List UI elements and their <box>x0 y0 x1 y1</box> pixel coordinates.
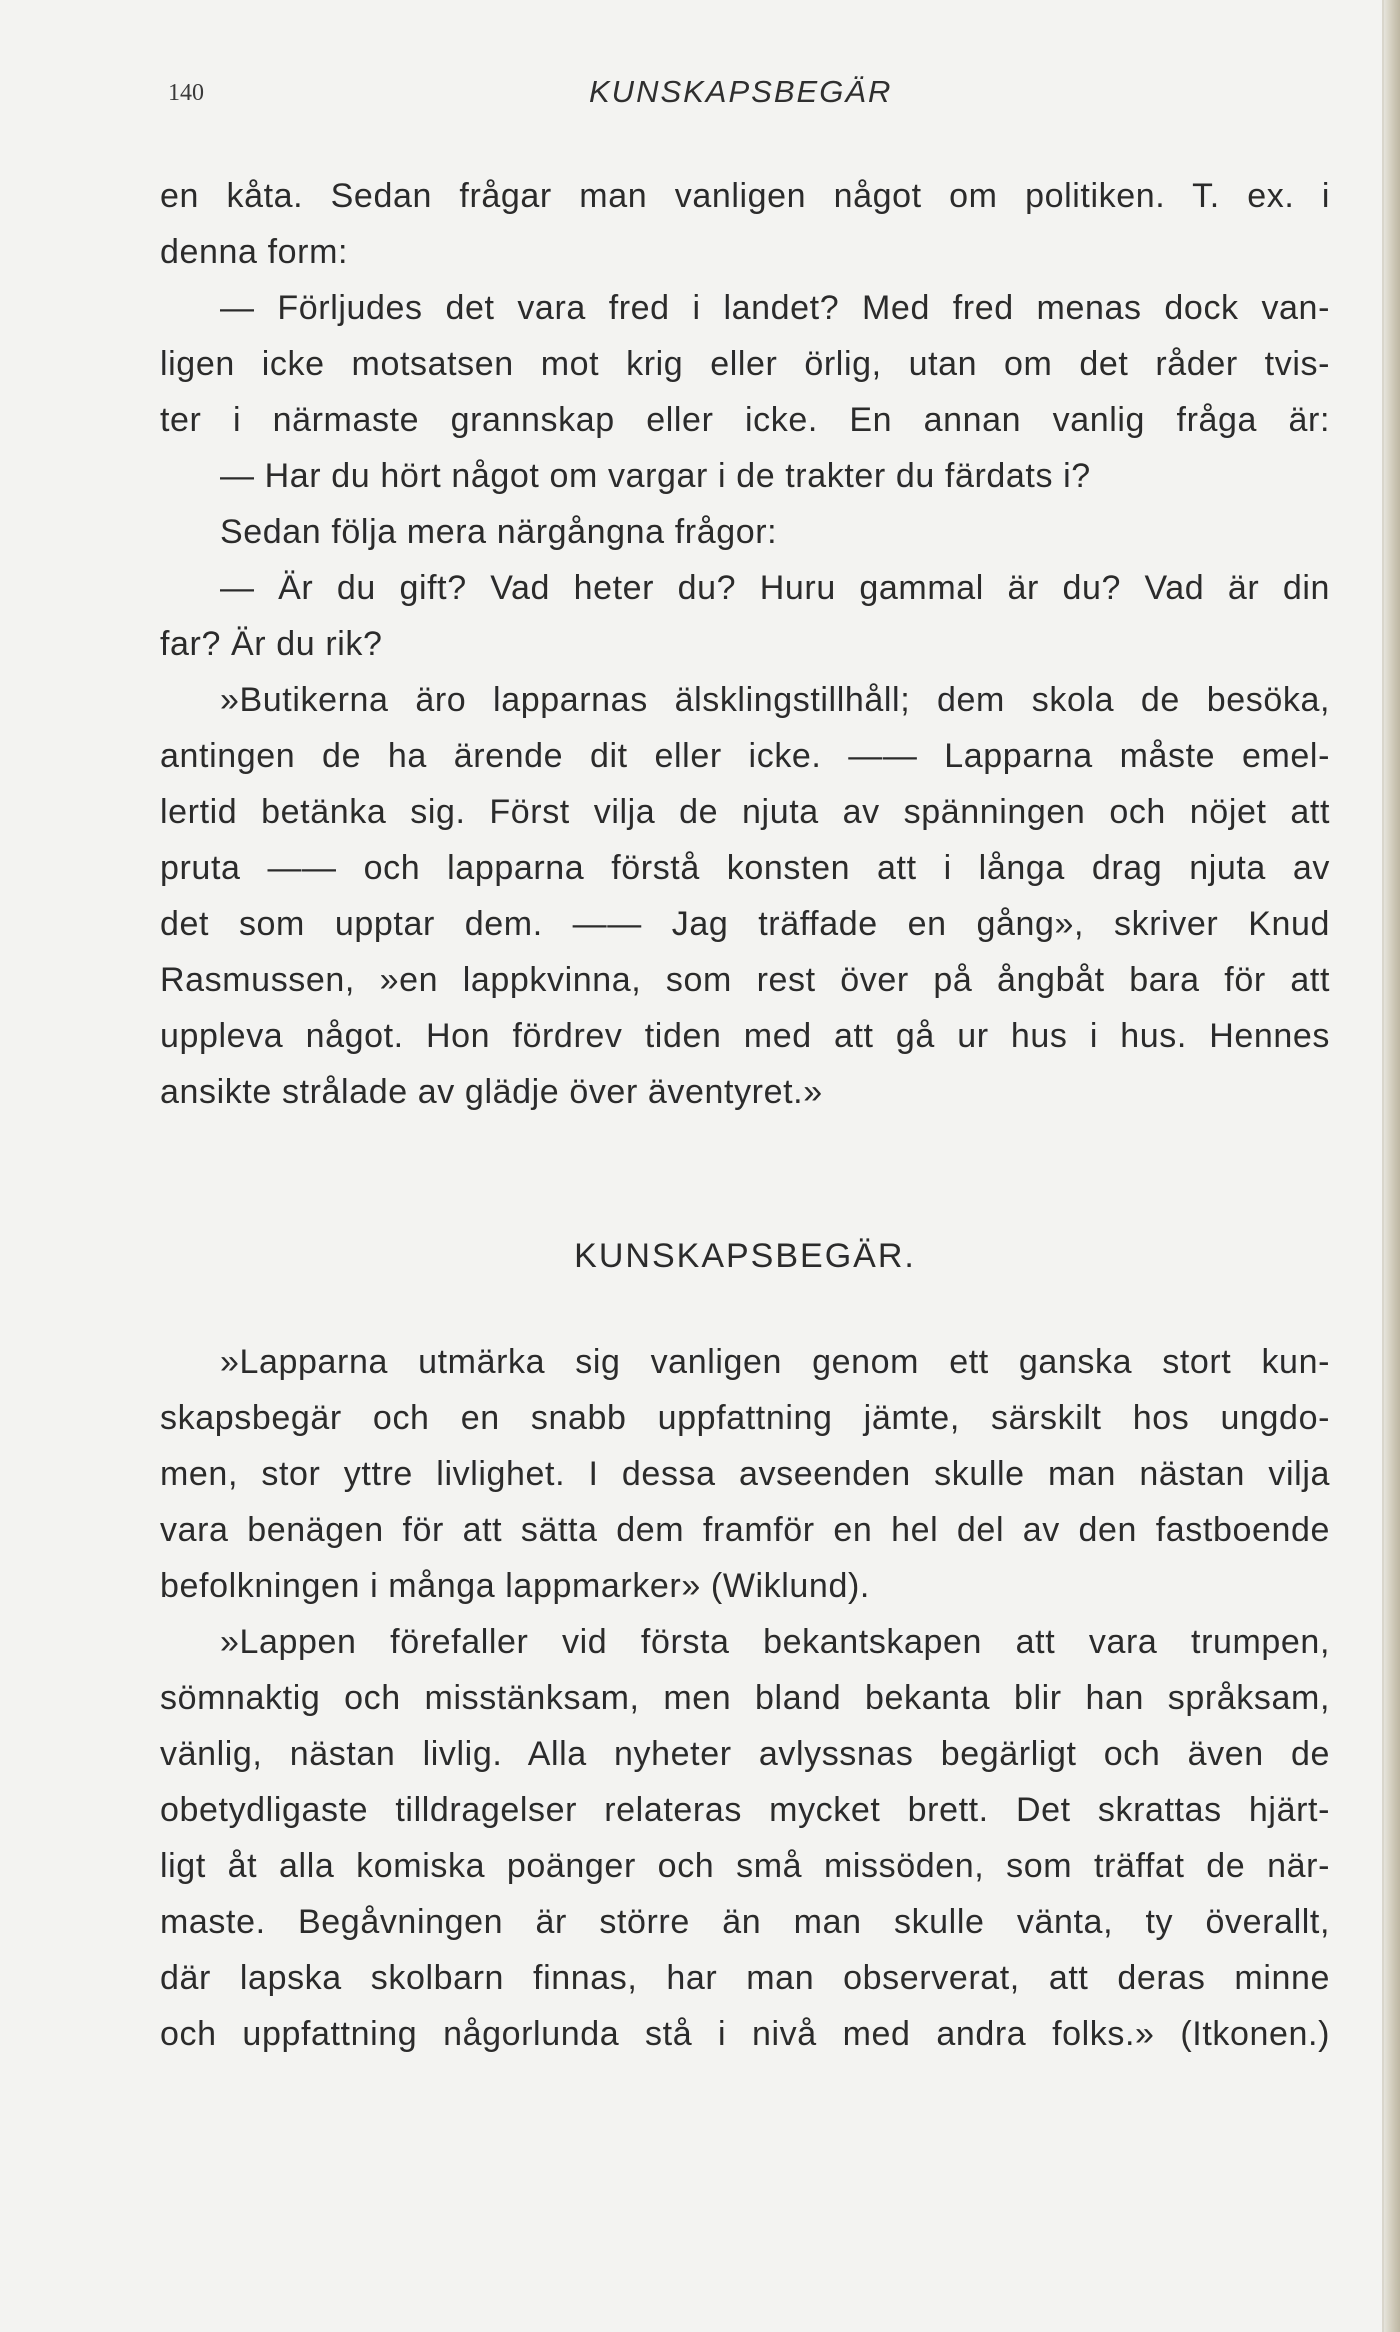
text-line: antingen de ha ärende dit eller icke. —— Lapparna måste emel- <box>160 737 1330 775</box>
text-line: ligt åt alla komiska poänger och små missöden, som träffat de när- <box>160 1847 1330 1885</box>
section-heading: KUNSKAPSBEGÄR. <box>574 1237 916 1275</box>
text-line: — Förljudes det vara fred i landet? Med fred menas dock van- <box>220 289 1330 327</box>
text-line: »Butikerna äro lapparnas älsklingstillhåll; dem skola de besöka, <box>220 681 1330 719</box>
page-number: 140 <box>168 80 204 106</box>
text-line: sömnaktig och misstänksam, men bland bekanta blir han språksam, <box>160 1679 1330 1717</box>
text-line: vara benägen för att sätta dem framför en hel del av den fastboende <box>160 1511 1330 1549</box>
text-line: obetydligaste tilldragelser relateras mycket brett. Det skrattas hjärt- <box>160 1791 1330 1829</box>
text-line: ter i närmaste grannskap eller icke. En annan vanlig fråga är: <box>160 401 1330 439</box>
text-line: befolkningen i många lappmarker» (Wiklund). <box>160 1567 870 1605</box>
text-line: ansikte strålade av glädje över äventyret.» <box>160 1073 823 1111</box>
page-header <box>160 72 1330 112</box>
text-line: vänlig, nästan livlig. Alla nyheter avlyssnas begärligt och även de <box>160 1735 1330 1773</box>
running-title: KUNSKAPSBEGÄR <box>589 74 893 109</box>
text-line: där lapska skolbarn finnas, har man observerat, att deras minne <box>160 1959 1330 1997</box>
text-line: uppleva något. Hon fördrev tiden med att gå ur hus i hus. Hennes <box>160 1017 1330 1055</box>
text-line: ligen icke motsatsen mot krig eller örlig, utan om det råder tvis- <box>160 345 1330 383</box>
text-line: denna form: <box>160 233 349 271</box>
text-line: far? Är du rik? <box>160 625 383 663</box>
text-line: en kåta. Sedan frågar man vanligen något om politiken. T. ex. i <box>160 177 1330 215</box>
page-edge <box>1384 0 1400 2332</box>
text-line: lertid betänka sig. Först vilja de njuta av spänningen och nöjet att <box>160 793 1330 831</box>
bottom-text-block <box>160 1334 1330 2062</box>
text-line: Rasmussen, »en lappkvinna, som rest över på ångbåt bara för att <box>160 961 1330 999</box>
top-text-block <box>160 168 1330 1120</box>
text-line: men, stor yttre livlighet. I dessa avseenden skulle man nästan vilja <box>160 1455 1330 1493</box>
text-line: »Lapparna utmärka sig vanligen genom ett ganska stort kun- <box>220 1343 1330 1381</box>
text-line: skapsbegär och en snabb uppfattning jämte, särskilt hos ungdo- <box>160 1399 1330 1437</box>
text-line: — Är du gift? Vad heter du? Huru gammal är du? Vad är din <box>220 569 1330 607</box>
text-line: — Har du hört något om vargar i de trakter du färdats i? <box>220 457 1091 495</box>
text-line: pruta —— och lapparna förstå konsten att i långa drag njuta av <box>160 849 1330 887</box>
text-line: och uppfattning någorlunda stå i nivå med andra folks.» (Itkonen.) <box>160 2015 1330 2053</box>
text-line: det som upptar dem. —— Jag träffade en gång», skriver Knud <box>160 905 1330 943</box>
text-line: Sedan följa mera närgångna frågor: <box>220 513 778 551</box>
text-line: maste. Begåvningen är större än man skulle vänta, ty överallt, <box>160 1903 1330 1941</box>
text-line: »Lappen förefaller vid första bekantskapen att vara trumpen, <box>220 1623 1330 1661</box>
